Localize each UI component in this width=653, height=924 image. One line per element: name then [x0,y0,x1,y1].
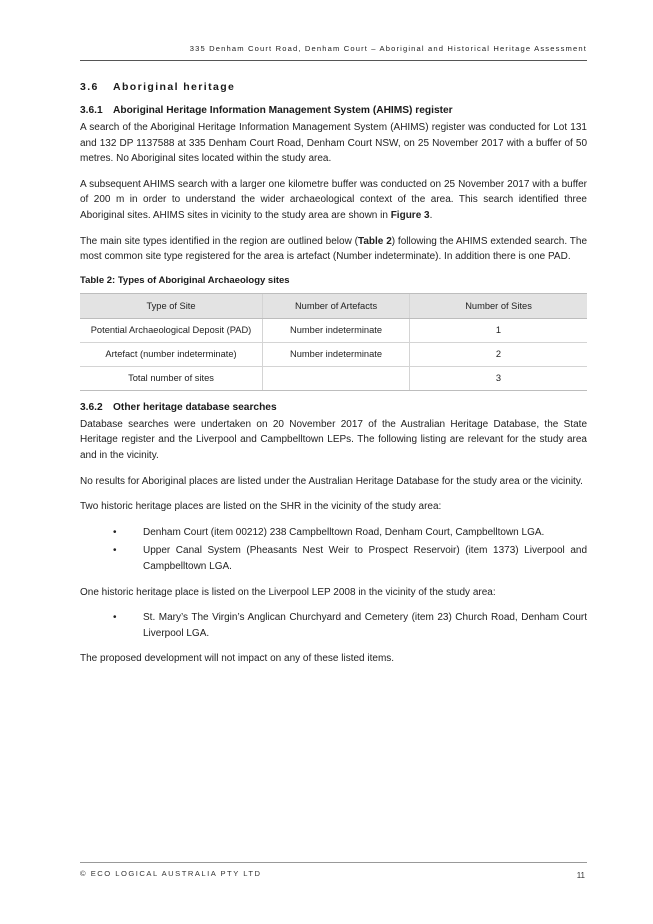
subsection-title: Other heritage database searches [113,401,277,413]
table-reference: Table 2 [357,235,392,247]
cell-sites: 1 [410,318,587,342]
bullet: • [113,612,117,624]
bullet: • [113,545,117,557]
cell-total-artefacts [263,366,410,390]
header-rule [80,60,587,61]
cell-total-sites: 3 [410,366,587,390]
page-number: 11 [576,871,585,880]
subsection-title: Aboriginal Heritage Information Management System (AHIMS) register [113,105,453,116]
table-total-row [80,366,587,390]
column-header-sites: Number of Sites [410,293,587,318]
table-caption: Table 2: Types of Aboriginal Archaeology sites [80,274,290,286]
cell-site-type: Artefact (number indeterminate) [80,342,263,366]
table-header-row [80,293,587,318]
cell-artefacts: Number indeterminate [263,342,410,366]
list-item: • Upper Canal System (Pheasants Nest Weir to Prospect Reservoir) (item 1373) Liverpool and Campbelltown LGA. [113,545,587,572]
subsection-heading-other [80,402,587,413]
list-item: • Denham Court (item 00212) 238 Campbelltown Road, Denham Court, Campbelltown LGA. [143,525,587,541]
other-paragraph-4: One historic heritage place is listed on the Liverpool LEP 2008 in the vicinity of the study area: [80,586,496,598]
section-heading [80,81,587,93]
site-types-table [80,293,587,391]
bullet: • [113,526,117,538]
figure-reference: Figure 3 [390,209,430,221]
running-header: 335 Denham Court Road, Denham Court – Aboriginal and Historical Heritage Assessment [189,44,587,53]
other-paragraph-5: The proposed development will not impact on any of these listed items. [80,653,395,665]
column-header-type: Type of Site [80,293,263,318]
cell-sites: 2 [410,342,587,366]
subsection-number: 3.6.2 [80,401,103,413]
ahims-paragraph-1: A search of the Aboriginal Heritage Information Management System (AHIMS) register was conducted for Lot 131 and 132 DP 1137588 at 335 Denham Court Road, Denham Court NSW, on 25 November 2017 with a buffer of 50 metres. No Aboriginal sites located within the study area. [80,122,587,165]
ahims-paragraph-2: A subsequent AHIMS search with a larger one kilometre buffer was conducted on 25 November 2017 with a buffer of 200 m in order to understand the wider archaeological context of the area. This search identified three Aboriginal sites. AHIMS sites in vicinity to the study area are shown in Figure 3. [80,178,587,221]
table-row [80,342,587,366]
lep-list [80,610,587,641]
subsection-number: 3.6.1 [80,105,103,116]
other-paragraph-3: Two historic heritage places are listed on the SHR in the vicinity of the study area: [80,501,442,513]
other-paragraph-1: Database searches were undertaken on 20 November 2017 of the Australian Heritage Database, the State Heritage register and the Liverpool and Campbelltown LEPs. The following listing are relevant for the study area and in the vicinity. [80,418,587,461]
shr-list [80,525,587,575]
other-paragraph-2: No results for Aboriginal places are listed under the Australian Heritage Database for the study area or the vicinity. [80,475,583,487]
footer-copyright: © ECO LOGICAL AUSTRALIA PTY LTD [80,869,262,878]
ahims-paragraph-3: The main site types identified in the region are outlined below (Table 2) following the AHIMS extended search. The most common site type registered for the area is artefact (Number indeterminate). In addition there is one PAD. [80,235,588,263]
list-item: • St. Mary’s The Virgin’s Anglican Churchyard and Cemetery (item 23) Church Road, Denham Court Liverpool LGA. [113,612,587,639]
subsection-heading-ahims [80,105,587,116]
cell-artefacts: Number indeterminate [263,318,410,342]
cell-total-label: Total number of sites [80,366,263,390]
page-content [80,81,587,677]
section-number: 3.6 [80,81,99,93]
cell-site-type: Potential Archaeological Deposit (PAD) [80,318,263,342]
table-row [80,318,587,342]
section-title: Aboriginal heritage [113,81,236,93]
footer-rule [80,862,587,863]
column-header-artefacts: Number of Artefacts [263,293,410,318]
